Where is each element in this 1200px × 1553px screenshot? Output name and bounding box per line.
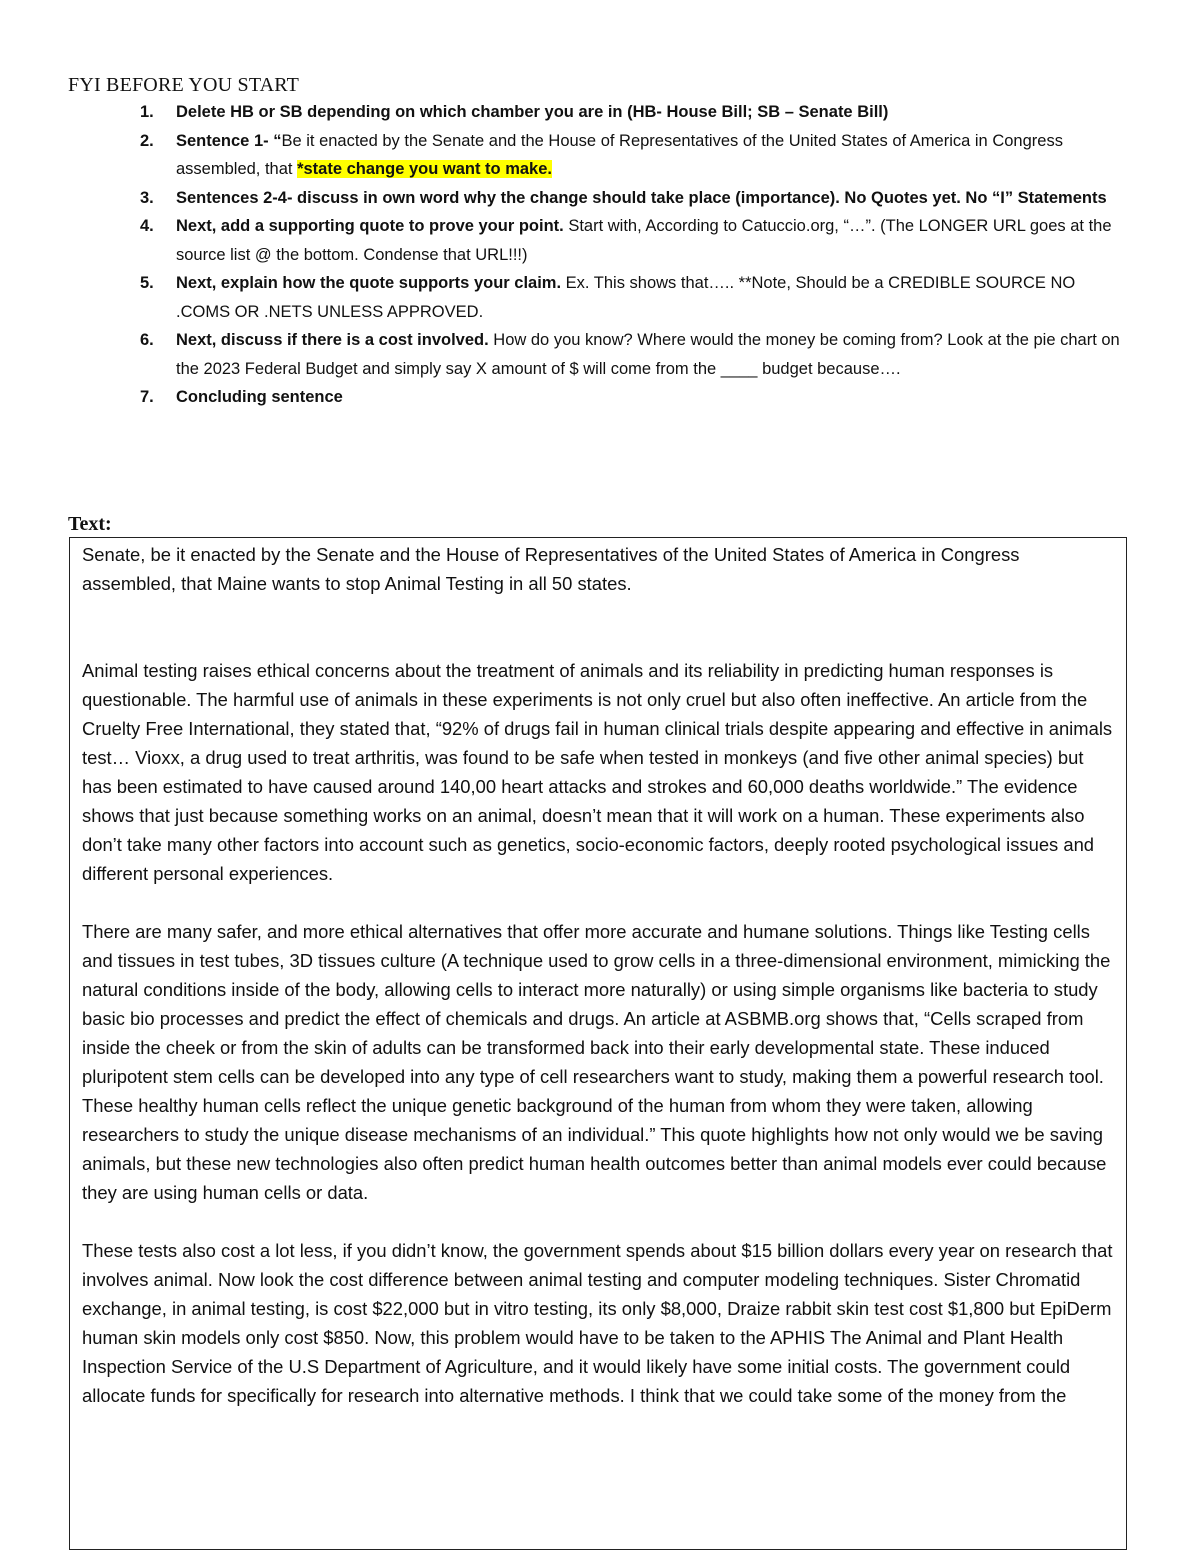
text-label: Text: — [68, 513, 112, 535]
instruction-item — [68, 269, 1128, 326]
instruction-number: 7. — [140, 388, 154, 406]
instruction-item — [68, 383, 1128, 412]
instruction-item — [68, 98, 1128, 127]
instruction-number: 4. — [140, 217, 154, 235]
instruction-number: 6. — [140, 331, 154, 349]
instruction-number: 1. — [140, 103, 154, 121]
bill-paragraph: Animal testing raises ethical concerns about the treatment of animals and its reliability in predicting human responses is questionable. The harmful use of animals in these experiments is not only cruel but also often ineffective. An article from the Cruelty Free International, they stated that, “92% of drugs fail in human clinical trials despite appearing and effective in animals test… Vioxx, a drug used to treat arthritis, was found to be safe when tested in monkeys (and five other animal species) but has been estimated to have caused around 140,00 heart attacks and strokes and 60,000 deaths worldwide.” The evidence shows that just because something works on an animal, doesn’t mean that it will work on a human. These experiments also don’t take many other factors into account such as genetics, socio-economic factors, deeply rooted psychological issues and different personal experiences. — [82, 660, 1113, 884]
instruction-text: Be it enacted by the Senate and the House of Representatives of the United States of America in Congress assembled, that — [176, 131, 1063, 178]
paragraph-spacer — [82, 888, 1116, 917]
paragraph-spacer — [82, 598, 1116, 627]
bill-paragraph: There are many safer, and more ethical alternatives that offer more accurate and humane solutions. Things like Testing cells and tissues in test tubes, 3D tissues culture (A technique used to grow cells in a three-dimensional environment, mimicking the natural conditions inside of the body, allowing cells to interact more naturally) or using simple organisms like bacteria to study basic bio processes and predict the effect of chemicals and drugs. An article at ASBMB.org shows that, “Cells scraped from inside the cheek or from the skin of adults can be transformed back into their early developmental state. These induced pluripotent stem cells can be developed into any type of cell researchers want to study, making them a powerful research tool. These healthy human cells reflect the unique genetic background of the human from whom they were taken, allowing researchers to study the unique disease mechanisms of an individual.” This quote highlights how not only would we be saving animals, but these new technologies also often predict human health outcomes better than animal models ever could because they are using human cells or data. — [82, 921, 1111, 1203]
instruction-item — [68, 184, 1128, 213]
instruction-item — [68, 127, 1128, 184]
instruction-text: Start with, According to Catuccio.org, “…”. (The LONGER URL goes at the source list @ the bottom. Condense that URL!!!) — [176, 217, 1112, 264]
instruction-list — [68, 98, 1128, 412]
instruction-bold: Sentence 1- “ — [176, 131, 282, 150]
instruction-bold: Sentences 2-4- discuss in own word why the change should take place (importance). No Quotes yet. No “I” Statements — [176, 188, 1107, 207]
instruction-item — [68, 326, 1128, 383]
bill-paragraph: Senate, be it enacted by the Senate and the House of Representatives of the United States of America in Congress assembled, that Maine wants to stop Animal Testing in all 50 states. — [82, 544, 1020, 594]
instruction-bold: Next, add a supporting quote to prove your point. — [176, 217, 564, 235]
instruction-bold: Delete HB or SB depending on which chamber you are in (HB- House Bill; SB – Senate Bill) — [176, 103, 889, 121]
instruction-bold: Concluding sentence — [176, 388, 343, 406]
paragraph-spacer — [82, 1207, 1116, 1236]
paragraph-spacer — [82, 627, 1116, 656]
instruction-text: Ex. This shows that….. **Note, Should be a CREDIBLE SOURCE NO .COMS OR .NETS UNLESS APPROVED. — [176, 274, 1076, 321]
highlighted-text: *state change you want to make. — [297, 160, 552, 178]
instruction-number: 3. — [140, 188, 154, 207]
instruction-bold: Next, explain how the quote supports your claim. — [176, 274, 562, 292]
instruction-text: How do you know? Where would the money be coming from? Look at the pie chart on the 2023 Federal Budget and simply say X amount of $ will come from the ____ budget because…. — [176, 331, 1120, 378]
instruction-number: 5. — [140, 274, 154, 292]
bill-text-box[interactable] — [69, 537, 1127, 1550]
instruction-bold: Next, discuss if there is a cost involved. — [176, 331, 489, 349]
bill-paragraph: These tests also cost a lot less, if you didn’t know, the government spends about $15 billion dollars every year on research that involves animal. Now look the cost difference between animal testing and computer modeling techniques. Sister Chromatid exchange, in animal testing, is cost $22,000 but in vitro testing, its only $8,000, Draize rabbit skin test cost $1,800 but EpiDerm human skin models only cost $850. Now, this problem would have to be taken to the APHIS The Animal and Plant Health Inspection Service of the U.S Department of Agriculture, and it would likely have some initial costs. The government could allocate funds for specifically for research into alternative methods. I think that we could take some of the money from the — [82, 1240, 1113, 1406]
instruction-item — [68, 212, 1128, 269]
instruction-number: 2. — [140, 131, 154, 150]
page-heading: FYI BEFORE YOU START — [68, 74, 300, 96]
